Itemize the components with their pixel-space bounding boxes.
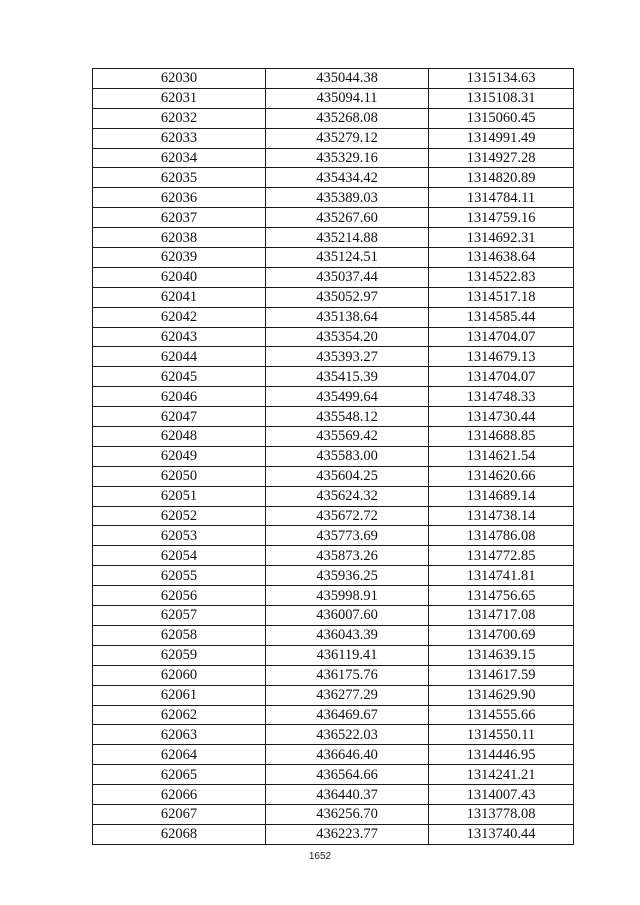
x-coordinate-cell: 435267.60 [266,208,429,228]
x-coordinate-cell: 435604.25 [266,466,429,486]
point-id-cell: 62041 [93,287,266,307]
x-coordinate-cell: 436043.39 [266,625,429,645]
y-coordinate-cell: 1314638.64 [429,248,574,268]
table-row [93,804,574,824]
table-row [93,606,574,626]
point-id-cell: 62064 [93,745,266,765]
table-row [93,69,574,89]
table-row [93,168,574,188]
y-coordinate-cell: 1314585.44 [429,307,574,327]
point-id-cell: 62035 [93,168,266,188]
x-coordinate-cell: 435329.16 [266,148,429,168]
table-row [93,327,574,347]
y-coordinate-cell: 1313740.44 [429,824,574,844]
point-id-cell: 62062 [93,705,266,725]
table-row [93,148,574,168]
table-row [93,208,574,228]
y-coordinate-cell: 1314446.95 [429,745,574,765]
point-id-cell: 62034 [93,148,266,168]
point-id-cell: 62068 [93,824,266,844]
point-id-cell: 62061 [93,685,266,705]
table-row [93,566,574,586]
point-id-cell: 62048 [93,427,266,447]
point-id-cell: 62059 [93,645,266,665]
table-row [93,427,574,447]
point-id-cell: 62032 [93,108,266,128]
point-id-cell: 62065 [93,765,266,785]
y-coordinate-cell: 1314786.08 [429,526,574,546]
x-coordinate-cell: 435569.42 [266,427,429,447]
table-row [93,645,574,665]
y-coordinate-cell: 1314704.07 [429,367,574,387]
point-id-cell: 62030 [93,69,266,89]
table-row [93,188,574,208]
x-coordinate-cell: 435998.91 [266,586,429,606]
x-coordinate-cell: 436007.60 [266,606,429,626]
y-coordinate-cell: 1314748.33 [429,387,574,407]
y-coordinate-cell: 1314621.54 [429,446,574,466]
y-coordinate-cell: 1314679.13 [429,347,574,367]
x-coordinate-cell: 435499.64 [266,387,429,407]
point-id-cell: 62038 [93,228,266,248]
y-coordinate-cell: 1314741.81 [429,566,574,586]
y-coordinate-cell: 1314241.21 [429,765,574,785]
point-id-cell: 62042 [93,307,266,327]
table-row [93,387,574,407]
table-row [93,88,574,108]
table-row [93,665,574,685]
point-id-cell: 62058 [93,625,266,645]
y-coordinate-cell: 1314517.18 [429,287,574,307]
point-id-cell: 62043 [93,327,266,347]
table-row [93,506,574,526]
point-id-cell: 62056 [93,586,266,606]
y-coordinate-cell: 1314555.66 [429,705,574,725]
y-coordinate-cell: 1314717.08 [429,606,574,626]
y-coordinate-cell: 1314784.11 [429,188,574,208]
point-id-cell: 62036 [93,188,266,208]
y-coordinate-cell: 1315134.63 [429,69,574,89]
point-id-cell: 62052 [93,506,266,526]
point-id-cell: 62055 [93,566,266,586]
point-id-cell: 62047 [93,407,266,427]
point-id-cell: 62045 [93,367,266,387]
point-id-cell: 62063 [93,725,266,745]
x-coordinate-cell: 435773.69 [266,526,429,546]
table-row [93,446,574,466]
x-coordinate-cell: 436646.40 [266,745,429,765]
table-row [93,128,574,148]
table-row [93,287,574,307]
point-id-cell: 62039 [93,248,266,268]
coordinate-table [92,68,574,845]
y-coordinate-cell: 1314629.90 [429,685,574,705]
y-coordinate-cell: 1314688.85 [429,427,574,447]
table-row [93,824,574,844]
y-coordinate-cell: 1314756.65 [429,586,574,606]
point-id-cell: 62040 [93,267,266,287]
point-id-cell: 62053 [93,526,266,546]
point-id-cell: 62066 [93,785,266,805]
table-row [93,546,574,566]
table-row [93,267,574,287]
y-coordinate-cell: 1314522.83 [429,267,574,287]
y-coordinate-cell: 1314738.14 [429,506,574,526]
point-id-cell: 62033 [93,128,266,148]
x-coordinate-cell: 436223.77 [266,824,429,844]
x-coordinate-cell: 435052.97 [266,287,429,307]
table-row [93,108,574,128]
x-coordinate-cell: 435037.44 [266,267,429,287]
y-coordinate-cell: 1315108.31 [429,88,574,108]
point-id-cell: 62031 [93,88,266,108]
y-coordinate-cell: 1314617.59 [429,665,574,685]
point-id-cell: 62051 [93,486,266,506]
y-coordinate-cell: 1314689.14 [429,486,574,506]
y-coordinate-cell: 1314772.85 [429,546,574,566]
table-row [93,586,574,606]
y-coordinate-cell: 1314639.15 [429,645,574,665]
x-coordinate-cell: 435279.12 [266,128,429,148]
point-id-cell: 62044 [93,347,266,367]
y-coordinate-cell: 1314927.28 [429,148,574,168]
x-coordinate-cell: 436564.66 [266,765,429,785]
x-coordinate-cell: 436256.70 [266,804,429,824]
coordinate-table-body [93,69,574,845]
y-coordinate-cell: 1314700.69 [429,625,574,645]
x-coordinate-cell: 435044.38 [266,69,429,89]
x-coordinate-cell: 435672.72 [266,506,429,526]
table-row [93,466,574,486]
y-coordinate-cell: 1314550.11 [429,725,574,745]
y-coordinate-cell: 1314704.07 [429,327,574,347]
table-row [93,526,574,546]
x-coordinate-cell: 435548.12 [266,407,429,427]
y-coordinate-cell: 1314820.89 [429,168,574,188]
x-coordinate-cell: 435393.27 [266,347,429,367]
x-coordinate-cell: 436175.76 [266,665,429,685]
x-coordinate-cell: 435094.11 [266,88,429,108]
y-coordinate-cell: 1314620.66 [429,466,574,486]
x-coordinate-cell: 435873.26 [266,546,429,566]
x-coordinate-cell: 435936.25 [266,566,429,586]
x-coordinate-cell: 435354.20 [266,327,429,347]
y-coordinate-cell: 1315060.45 [429,108,574,128]
table-row [93,228,574,248]
x-coordinate-cell: 436277.29 [266,685,429,705]
table-row [93,347,574,367]
x-coordinate-cell: 435624.32 [266,486,429,506]
table-row [93,367,574,387]
y-coordinate-cell: 1314759.16 [429,208,574,228]
point-id-cell: 62067 [93,804,266,824]
point-id-cell: 62054 [93,546,266,566]
table-row [93,685,574,705]
x-coordinate-cell: 435583.00 [266,446,429,466]
x-coordinate-cell: 436119.41 [266,645,429,665]
point-id-cell: 62046 [93,387,266,407]
x-coordinate-cell: 435138.64 [266,307,429,327]
table-row [93,725,574,745]
x-coordinate-cell: 436469.67 [266,705,429,725]
point-id-cell: 62037 [93,208,266,228]
x-coordinate-cell: 435268.08 [266,108,429,128]
x-coordinate-cell: 436440.37 [266,785,429,805]
x-coordinate-cell: 435124.51 [266,248,429,268]
y-coordinate-cell: 1314991.49 [429,128,574,148]
y-coordinate-cell: 1314730.44 [429,407,574,427]
table-row [93,407,574,427]
table-row [93,745,574,765]
x-coordinate-cell: 435214.88 [266,228,429,248]
x-coordinate-cell: 435389.03 [266,188,429,208]
x-coordinate-cell: 436522.03 [266,725,429,745]
page-number: 1652 [308,851,332,862]
y-coordinate-cell: 1314007.43 [429,785,574,805]
point-id-cell: 62057 [93,606,266,626]
point-id-cell: 62050 [93,466,266,486]
table-row [93,486,574,506]
x-coordinate-cell: 435434.42 [266,168,429,188]
x-coordinate-cell: 435415.39 [266,367,429,387]
y-coordinate-cell: 1314692.31 [429,228,574,248]
point-id-cell: 62060 [93,665,266,685]
table-row [93,705,574,725]
point-id-cell: 62049 [93,446,266,466]
table-row [93,248,574,268]
table-row [93,765,574,785]
table-row [93,625,574,645]
table-row [93,785,574,805]
y-coordinate-cell: 1313778.08 [429,804,574,824]
table-row [93,307,574,327]
